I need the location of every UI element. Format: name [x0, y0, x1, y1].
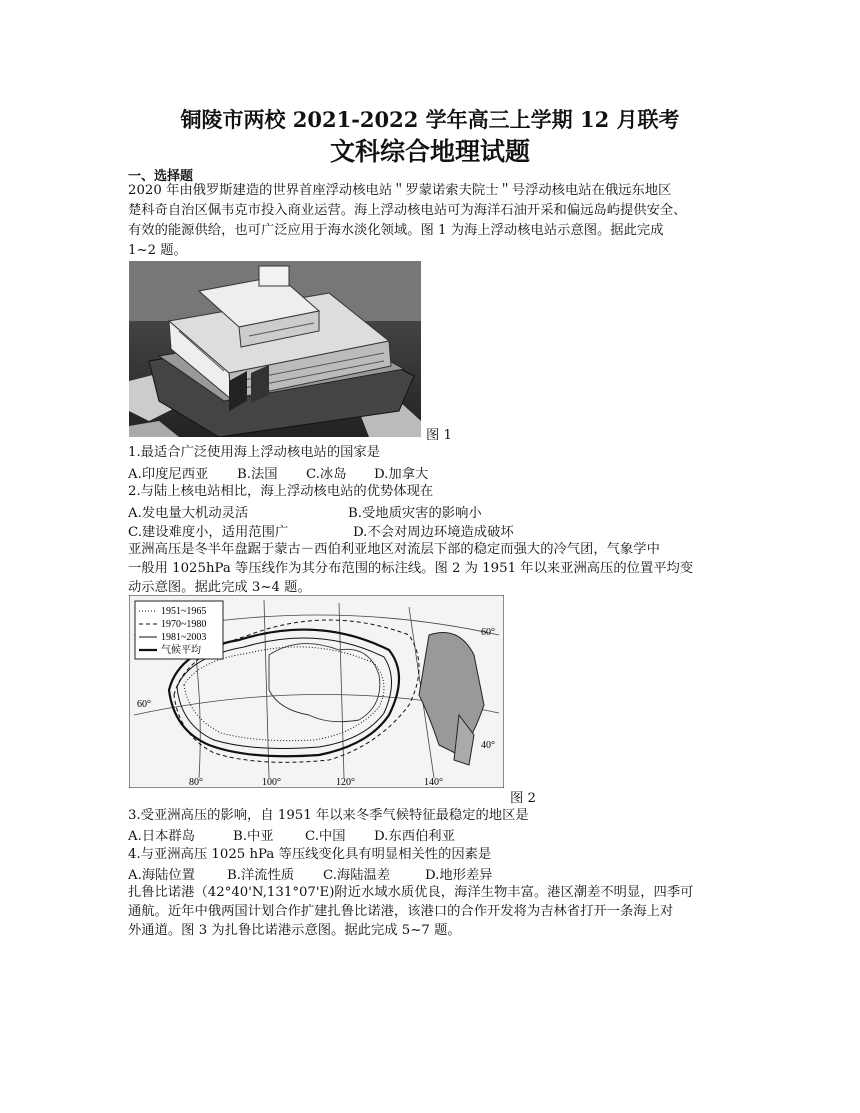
- option-b: B.法国: [237, 467, 278, 482]
- passage-line: 楚科奇自治区佩韦克市投入商业运营。海上浮动核电站可为海洋石油开采和偏远岛屿提供安全、: [128, 203, 687, 218]
- option-c: C.冰岛: [306, 467, 347, 482]
- option-b: B.受地质灾害的影响小: [348, 506, 482, 521]
- passage-line: 通航。近年中俄两国计划合作扩建扎鲁比诺港，该港口的合作开发将为吉林省打开一条海上对: [128, 904, 674, 919]
- lat-label: 60°: [481, 627, 495, 638]
- question-stem: 3.受亚洲高压的影响，自 1951 年以来冬季气候特征最稳定的地区是: [128, 808, 529, 823]
- legend-label: 1981~2003: [161, 632, 207, 643]
- question-stem: 4.与亚洲高压 1025 hPa 等压线变化具有明显相关性的因素是: [128, 847, 492, 862]
- passage-line: 亚洲高压是冬半年盘踞于蒙古－西伯利亚地区对流层下部的稳定而强大的冷气团，气象学中: [128, 542, 660, 557]
- passage-line: 动示意图。据此完成 3~4 题。: [128, 580, 311, 595]
- section-heading: 一、选择题: [128, 169, 194, 184]
- legend-label: 1951~1965: [161, 606, 207, 617]
- option-c: C.中国: [305, 829, 346, 844]
- passage-line: 有效的能源供给，也可广泛应用于海水淡化领域。图 1 为海上浮动核电站示意图。据此完成: [128, 223, 664, 238]
- option-c: C.建设难度小，适用范围广: [128, 525, 289, 540]
- lon-label: 120°: [336, 777, 355, 788]
- lon-label: 100°: [262, 777, 281, 788]
- option-c: C.海陆温差: [323, 868, 391, 883]
- option-a: A.日本群岛: [128, 829, 196, 844]
- passage-line: 2020 年由俄罗斯建造的世界首座浮动核电站＂罗蒙诺索夫院士＂号浮动核电站在俄远东地区: [128, 183, 672, 198]
- option-b: B.洋流性质: [227, 868, 295, 883]
- passage-line: 一般用 1025hPa 等压线作为其分布范围的标注线。图 2 为 1951 年以来亚洲高压的位置平均变: [128, 561, 694, 576]
- option-a: A.发电量大机动灵活: [128, 506, 249, 521]
- asian-high-map: [129, 595, 504, 788]
- passage-line: 扎鲁比诺港（42°40'N,131°07'E)附近水域水质优良，海洋生物丰富。港区潮差不明显，四季可: [128, 885, 694, 900]
- lat-label: 60°: [137, 699, 151, 710]
- option-d: D.不会对周边环境造成破坏: [353, 525, 514, 540]
- lon-label: 80°: [189, 777, 203, 788]
- option-a: A.印度尼西亚: [128, 467, 209, 482]
- passage-line: 外通道。图 3 为扎鲁比诺港示意图。据此完成 5~7 题。: [128, 923, 461, 938]
- floating-plant-photo: [129, 261, 421, 437]
- lat-label: 40°: [481, 740, 495, 751]
- exam-subtitle: 文科综合地理试题: [329, 137, 530, 166]
- question-stem: 1.最适合广泛使用海上浮动核电站的国家是: [128, 445, 381, 460]
- legend-label: 1970~1980: [161, 619, 207, 630]
- exam-title: 铜陵市两校 2021-2022 学年高三上学期 12 月联考: [180, 107, 680, 132]
- figure-caption: 图 1: [426, 428, 452, 443]
- option-d: D.地形差异: [425, 868, 493, 883]
- passage-line: 1~2 题。: [128, 243, 187, 258]
- option-d: D.加拿大: [374, 467, 429, 482]
- lon-label: 140°: [424, 777, 443, 788]
- option-d: D.东西伯利亚: [374, 829, 455, 844]
- option-a: A.海陆位置: [128, 868, 196, 883]
- legend-label: 气候平均: [161, 645, 201, 656]
- figure-caption: 图 2: [510, 791, 536, 806]
- option-b: B.中亚: [233, 829, 274, 844]
- question-stem: 2.与陆上核电站相比，海上浮动核电站的优势体现在: [128, 484, 434, 499]
